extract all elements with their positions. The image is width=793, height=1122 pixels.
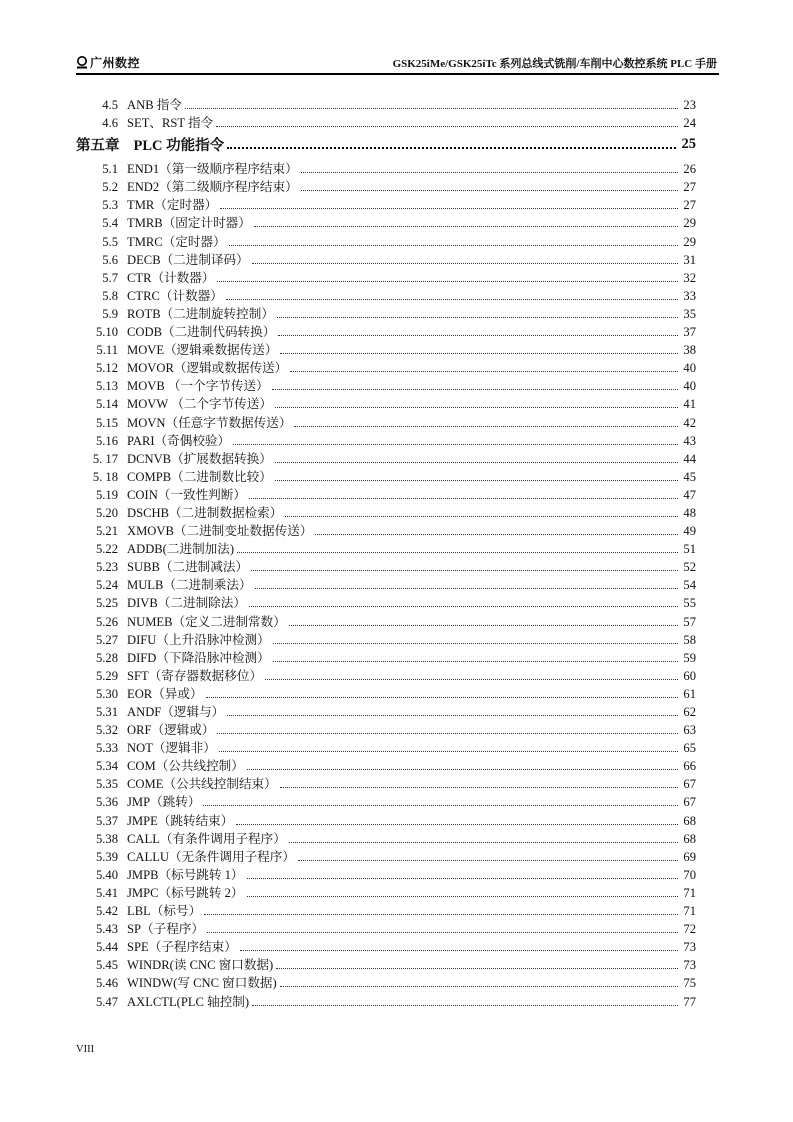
toc-entry-number: 5.30 — [95, 686, 118, 701]
toc-entry-page: 61 — [683, 686, 696, 701]
toc-entry[interactable] — [76, 864, 696, 882]
gsk-logo-icon — [76, 56, 88, 69]
toc-dot-leader — [217, 733, 678, 734]
toc-entry[interactable] — [76, 755, 696, 773]
toc-entry[interactable] — [76, 991, 696, 1009]
toc-entry-page: 67 — [683, 795, 696, 810]
toc-entry[interactable] — [76, 538, 696, 556]
toc-entry-page: 60 — [683, 668, 696, 683]
toc-entry-number: 5.5 — [102, 234, 118, 249]
toc-entry-page: 77 — [683, 994, 696, 1009]
toc-entry-page: 63 — [683, 723, 696, 738]
toc-entry-number: 5.31 — [95, 705, 118, 719]
toc-entry[interactable] — [76, 466, 696, 484]
toc-entry-page: 73 — [683, 940, 696, 955]
toc-entry-number: 5.6 — [102, 252, 118, 267]
toc-entry[interactable] — [76, 303, 696, 321]
toc-entry-title: ROTB（二进制旋转控制） — [127, 306, 274, 321]
toc-entry[interactable] — [76, 918, 696, 936]
toc-entry-number: 5.1 — [102, 162, 118, 177]
toc-entry-number: 5.12 — [95, 361, 118, 376]
toc-entry-number: 5.19 — [95, 487, 118, 502]
toc-dot-leader — [275, 407, 678, 408]
toc-entry-page: 49 — [683, 524, 696, 539]
toc-entry-page: 70 — [683, 867, 696, 882]
toc-entry-number: 5.43 — [95, 922, 118, 937]
toc-entry-page: 23 — [683, 98, 696, 112]
toc-entry[interactable] — [76, 556, 696, 574]
toc-dot-leader — [249, 498, 678, 499]
toc-entry-number: 5.13 — [95, 379, 118, 394]
toc-entry-title: SET、RST 指令 — [127, 116, 214, 131]
toc-entry-page: 35 — [683, 306, 696, 321]
toc-entry-title: SPE（子程序结束） — [127, 940, 237, 955]
toc-entry-title: WINDW(写 CNC 窗口数据) — [127, 976, 277, 991]
logo-text: 广州数控 — [90, 56, 141, 70]
toc-dot-leader — [289, 625, 678, 626]
toc-dot-leader — [227, 715, 678, 716]
toc-entry-page: 73 — [683, 958, 696, 973]
toc-dot-leader — [252, 1005, 678, 1006]
toc-entry-title: SP（子程序） — [127, 922, 204, 937]
toc-dot-leader — [290, 371, 678, 372]
toc-dot-leader — [247, 878, 678, 879]
toc-entry-page: 68 — [683, 813, 696, 828]
toc-entry[interactable] — [76, 267, 696, 285]
toc-entry-number: 5.15 — [95, 415, 118, 430]
toc-entry-page: 29 — [683, 234, 696, 249]
toc-entry-number: 5.2 — [102, 180, 118, 195]
toc-entry-number: 5.46 — [95, 976, 118, 991]
table-of-contents — [76, 94, 696, 1009]
toc-entry-title: PLC 功能指令 — [133, 137, 225, 154]
toc-dot-leader — [272, 389, 678, 390]
toc-dot-leader — [227, 147, 676, 149]
toc-entry[interactable] — [76, 574, 696, 592]
toc-entry-title: MOVB （一个字节传送） — [127, 379, 269, 394]
toc-entry[interactable] — [76, 900, 696, 918]
toc-entry-number: 5.33 — [95, 741, 118, 756]
toc-entry-title: AXLCTL(PLC 轴控制) — [127, 994, 250, 1009]
toc-dot-leader — [233, 444, 678, 445]
toc-entry-number: 4.6 — [102, 116, 118, 131]
toc-dot-leader — [247, 896, 678, 897]
toc-entry-number: 5.34 — [95, 759, 118, 774]
toc-entry[interactable] — [76, 430, 696, 448]
toc-entry-title: DIFD（下降沿脉冲检测） — [127, 650, 270, 665]
toc-dot-leader — [216, 126, 678, 127]
toc-entry-title: ADDB(二进制加法) — [127, 542, 235, 557]
toc-entry-number: 5.4 — [102, 216, 118, 231]
toc-entry[interactable] — [76, 176, 696, 194]
toc-entry-title: TMRC（定时器） — [127, 234, 226, 249]
header-title: GSK25iMe/GSK25iTc 系列总线式铣削/车削中心数控系统 PLC 手册 — [392, 58, 717, 70]
toc-entry[interactable] — [76, 611, 696, 629]
toc-entry-page: 54 — [683, 578, 696, 593]
toc-entry[interactable] — [76, 231, 696, 249]
toc-dot-leader — [229, 245, 678, 246]
toc-entry-title: MOVW （二个字节传送） — [127, 397, 272, 412]
toc-entry-page: 38 — [683, 343, 696, 358]
toc-entry-number: 5.27 — [95, 632, 118, 647]
toc-entry-number: 5.37 — [95, 813, 118, 828]
toc-entry-number: 5.44 — [95, 940, 118, 955]
toc-entry-title: ANB 指令 — [127, 98, 182, 112]
toc-entry-number: 5.7 — [102, 270, 118, 285]
toc-entry-title: END2（第二级顺序程序结束） — [127, 180, 298, 195]
toc-dot-leader — [237, 552, 678, 553]
toc-entry-number: 5.47 — [95, 994, 118, 1009]
toc-entry-page: 32 — [683, 270, 696, 285]
toc-chapter-entry[interactable] — [76, 130, 696, 158]
toc-entry-title: CODB（二进制代码转换） — [127, 325, 276, 340]
toc-entry[interactable] — [76, 972, 696, 990]
toc-entry[interactable] — [76, 448, 696, 466]
toc-entry-page: 45 — [683, 469, 696, 484]
toc-entry[interactable] — [76, 882, 696, 900]
toc-entry-page: 52 — [683, 560, 696, 575]
toc-entry-title: WINDR(读 CNC 窗口数据) — [127, 958, 274, 973]
toc-entry-number: 5.8 — [102, 288, 118, 303]
toc-dot-leader — [277, 317, 678, 318]
toc-entry-page: 37 — [683, 325, 696, 340]
toc-entry[interactable] — [76, 810, 696, 828]
toc-entry-title: MOVOR（逻辑或数据传送） — [127, 361, 288, 376]
toc-entry[interactable] — [76, 737, 696, 755]
toc-entry-title: NUMEB（定义二进制常数） — [127, 614, 286, 629]
toc-entry[interactable] — [76, 629, 696, 647]
toc-entry-number: 5.23 — [95, 560, 118, 575]
toc-entry-number: 5.10 — [95, 325, 118, 340]
toc-dot-leader — [251, 570, 678, 571]
toc-dot-leader — [280, 787, 678, 788]
toc-entry[interactable] — [76, 502, 696, 520]
toc-entry[interactable] — [76, 158, 696, 176]
toc-dot-leader — [220, 208, 678, 209]
toc-dot-leader — [315, 534, 678, 535]
toc-entry-title: MOVE（逻辑乘数据传送） — [127, 343, 278, 358]
toc-dot-leader — [273, 643, 678, 644]
toc-entry-number: 5.25 — [95, 596, 118, 611]
toc-entry[interactable] — [76, 112, 696, 130]
toc-entry-number: 5.22 — [95, 542, 118, 557]
toc-entry[interactable] — [76, 339, 696, 357]
toc-entry-number: 第五章 — [76, 137, 120, 154]
toc-entry-page: 71 — [683, 885, 696, 900]
toc-dot-leader — [203, 805, 678, 806]
toc-entry[interactable] — [76, 393, 696, 411]
toc-dot-leader — [275, 462, 678, 463]
toc-entry[interactable] — [76, 719, 696, 737]
toc-entry-number: 5.28 — [95, 650, 118, 665]
toc-entry-number: 5.24 — [95, 578, 118, 593]
toc-dot-leader — [280, 353, 678, 354]
toc-entry-title: COME（公共线控制结束） — [127, 777, 277, 792]
toc-entry-page: 48 — [683, 505, 696, 520]
toc-entry-page: 55 — [683, 596, 696, 611]
toc-entry-number: 5.16 — [95, 433, 118, 448]
toc-entry-title: END1（第一级顺序程序结束） — [127, 162, 298, 177]
toc-entry-page: 41 — [683, 397, 696, 412]
toc-entry-number: 5.14 — [95, 397, 118, 412]
page-header — [76, 54, 717, 74]
toc-entry-page: 72 — [683, 922, 696, 937]
toc-entry[interactable] — [76, 321, 696, 339]
toc-entry[interactable] — [76, 249, 696, 267]
toc-dot-leader — [252, 263, 678, 264]
toc-entry-title: JMPC（标号跳转 2） — [127, 885, 244, 900]
toc-entry-title: CTRC（计数器） — [127, 288, 223, 303]
toc-entry[interactable] — [76, 846, 696, 864]
toc-entry[interactable] — [76, 683, 696, 701]
toc-dot-leader — [265, 679, 678, 680]
toc-entry-title: MULB（二进制乘法） — [127, 578, 252, 593]
toc-entry-page: 31 — [683, 252, 696, 267]
toc-entry-page: 66 — [683, 759, 696, 774]
toc-dot-leader — [207, 932, 678, 933]
toc-entry-page: 44 — [683, 451, 696, 466]
toc-entry-page: 42 — [683, 415, 696, 430]
toc-entry-number: 5. 18 — [92, 469, 118, 484]
toc-dot-leader — [247, 769, 678, 770]
toc-entry-number: 5.26 — [95, 614, 118, 629]
toc-entry-number: 5.29 — [95, 668, 118, 683]
toc-entry-number: 5.32 — [95, 723, 118, 738]
toc-entry-number: 5.42 — [95, 904, 118, 919]
header-divider — [76, 73, 719, 75]
toc-entry-number: 5.36 — [95, 795, 118, 810]
toc-dot-leader — [276, 968, 678, 969]
toc-entry-page: 71 — [683, 904, 696, 919]
toc-entry-page: 62 — [683, 705, 696, 719]
toc-dot-leader — [298, 860, 678, 861]
toc-dot-leader — [206, 697, 678, 698]
toc-entry-number: 5.9 — [102, 306, 118, 321]
toc-entry[interactable] — [76, 285, 696, 303]
toc-entry-title: MOVN（任意字节数据传送） — [127, 415, 292, 430]
toc-entry-title: DCNVB（扩展数据转换） — [127, 451, 272, 466]
toc-entry-title: DIFU（上升沿脉冲检测） — [127, 632, 270, 647]
toc-dot-leader — [255, 588, 678, 589]
toc-dot-leader — [236, 824, 678, 825]
toc-entry-title: ANDF（逻辑与） — [127, 705, 225, 719]
toc-entry-number: 5.39 — [95, 849, 118, 864]
toc-entry-page: 40 — [683, 361, 696, 376]
toc-entry-number: 5. 17 — [92, 451, 118, 466]
page-number: VIII — [76, 1044, 95, 1055]
toc-entry-title: CALL（有条件调用子程序） — [127, 831, 286, 846]
toc-entry-page: 58 — [683, 632, 696, 647]
toc-entry-title: TMR（定时器） — [127, 198, 218, 213]
toc-entry-title: DECB（二进制译码） — [127, 252, 249, 267]
toc-entry-page: 59 — [683, 650, 696, 665]
toc-entry[interactable] — [76, 94, 696, 112]
toc-entry[interactable] — [76, 936, 696, 954]
toc-dot-leader — [249, 606, 678, 607]
toc-entry[interactable] — [76, 791, 696, 809]
toc-dot-leader — [240, 950, 678, 951]
toc-dot-leader — [285, 516, 678, 517]
toc-entry[interactable] — [76, 701, 696, 719]
toc-entry-title: ORF（逻辑或） — [127, 723, 215, 738]
toc-dot-leader — [217, 281, 678, 282]
toc-dot-leader — [226, 299, 678, 300]
toc-dot-leader — [301, 190, 678, 191]
toc-entry-page: 47 — [683, 487, 696, 502]
toc-entry-title: JMP（跳转） — [127, 795, 201, 810]
toc-entry[interactable] — [76, 375, 696, 393]
toc-entry-number: 5.11 — [96, 343, 118, 358]
toc-entry-number: 5.41 — [95, 885, 118, 900]
toc-entry-number: 5.20 — [95, 505, 118, 520]
toc-entry-title: COMPB（二进制数比较） — [127, 469, 272, 484]
toc-entry-page: 69 — [683, 849, 696, 864]
toc-dot-leader — [280, 986, 678, 987]
toc-entry-number: 5.3 — [102, 198, 118, 213]
toc-entry-page: 40 — [683, 379, 696, 394]
toc-entry[interactable] — [76, 828, 696, 846]
toc-entry-page: 43 — [683, 433, 696, 448]
toc-dot-leader — [185, 108, 678, 109]
toc-entry[interactable] — [76, 194, 696, 212]
toc-entry-title: JMPB（标号跳转 1） — [127, 867, 244, 882]
toc-entry-page: 68 — [683, 831, 696, 846]
toc-entry-title: PARI（奇偶校验） — [127, 433, 231, 448]
toc-dot-leader — [204, 914, 678, 915]
toc-entry-title: NOT（逻辑非） — [127, 741, 216, 756]
toc-entry-title: SFT（寄存器数据移位） — [127, 668, 263, 683]
toc-entry-title: JMPE（跳转结束） — [127, 813, 234, 828]
toc-entry[interactable] — [76, 954, 696, 972]
toc-entry[interactable] — [76, 647, 696, 665]
toc-entry-title: COIN（一致性判断） — [127, 487, 246, 502]
toc-entry-title: COM（公共线控制） — [127, 759, 244, 774]
toc-entry-number: 5.40 — [95, 867, 118, 882]
toc-entry-page: 75 — [683, 976, 696, 991]
toc-entry[interactable] — [76, 412, 696, 430]
toc-entry-number: 5.21 — [95, 524, 118, 539]
toc-entry-number: 5.35 — [95, 777, 118, 792]
toc-entry-page: 25 — [681, 135, 696, 152]
toc-entry[interactable] — [76, 484, 696, 502]
toc-entry-title: CTR（计数器） — [127, 270, 215, 285]
toc-entry-page: 65 — [683, 741, 696, 756]
toc-dot-leader — [289, 842, 678, 843]
toc-entry-page: 57 — [683, 614, 696, 629]
toc-entry[interactable] — [76, 665, 696, 683]
toc-entry-title: XMOVB（二进制变址数据传送） — [127, 524, 313, 539]
toc-entry-page: 27 — [683, 198, 696, 213]
toc-entry-title: CALLU（无条件调用子程序） — [127, 849, 295, 864]
toc-entry-title: EOR（异或） — [127, 686, 203, 701]
toc-entry-page: 27 — [683, 180, 696, 195]
toc-entry-page: 29 — [683, 216, 696, 231]
toc-entry-title: TMRB（固定计时器） — [127, 216, 251, 231]
toc-dot-leader — [278, 335, 678, 336]
company-logo — [76, 54, 140, 71]
toc-entry-number: 5.38 — [95, 831, 118, 846]
toc-entry-number: 4.5 — [102, 98, 118, 112]
toc-entry-title: LBL（标号） — [127, 904, 202, 919]
toc-entry-title: DSCHB（二进制数据检索） — [127, 505, 283, 520]
toc-dot-leader — [275, 480, 678, 481]
toc-entry[interactable] — [76, 592, 696, 610]
toc-entry[interactable] — [76, 212, 696, 230]
toc-entry-page: 26 — [683, 162, 696, 177]
toc-entry-page: 24 — [683, 116, 696, 131]
toc-entry-number: 5.45 — [95, 958, 118, 973]
toc-entry[interactable] — [76, 357, 696, 375]
toc-dot-leader — [219, 751, 678, 752]
toc-entry-page: 67 — [683, 777, 696, 792]
toc-dot-leader — [301, 172, 678, 173]
toc-entry-page: 33 — [683, 288, 696, 303]
toc-dot-leader — [273, 661, 678, 662]
toc-dot-leader — [254, 226, 678, 227]
toc-entry-title: SUBB（二进制减法） — [127, 560, 249, 575]
toc-entry[interactable] — [76, 773, 696, 791]
toc-entry-title: DIVB（二进制除法） — [127, 596, 246, 611]
toc-entry[interactable] — [76, 520, 696, 538]
toc-entry-page: 51 — [683, 542, 696, 557]
toc-dot-leader — [294, 426, 678, 427]
